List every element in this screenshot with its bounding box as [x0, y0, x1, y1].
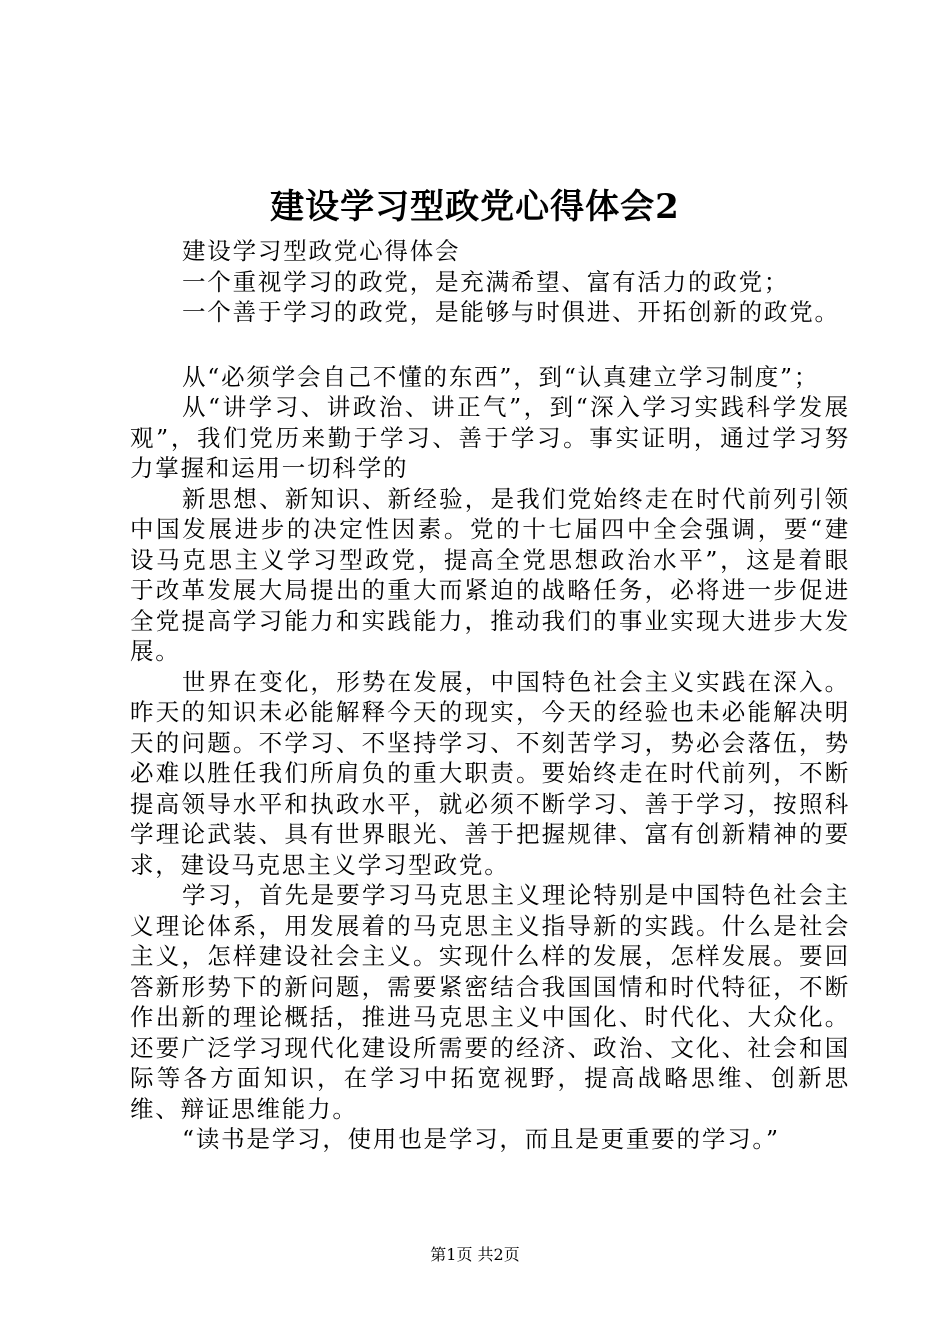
paragraph: 新思想、新知识、新经验，是我们党始终走在时代前列引领中国发展进步的决定性因素。党的十七届四中全会强调，要“建设马克思主义学习型政党，提高全党思想政治水平”，这是着眼于改革发展大局提出的重大而紧迫的战略任务，必将进一步促进全党提高学习能力和实践能力，推动我们的事业实现大进步大发展。 — [130, 484, 850, 665]
paragraph: 从“必须学会自己不懂的东西”，到“认真建立学习制度”； — [182, 362, 820, 391]
paragraph: 世界在变化，形势在发展，中国特色社会主义实践在深入。昨天的知识未必能解释今天的现实，今天的经验也未必能解决明天的问题。不学习、不坚持学习、不刻苦学习，势必会落伍，势必难以胜任我们所肩负的重大职责。要始终走在时代前列，不断提高领导水平和执政水平，就必须不断学习、善于学习，按照科学理论武装、具有世界眼光、善于把握规律、富有创新精神的要求，建设马克思主义学习型政党。 — [130, 667, 850, 879]
paragraph: 一个重视学习的政党，是充满希望、富有活力的政党； — [182, 267, 790, 296]
document-title: 建设学习型政党心得体会2 — [270, 187, 680, 227]
paragraph: 一个善于学习的政党，是能够与时俱进、开拓创新的政党。 — [182, 298, 840, 326]
page-number-footer: 第1页 共2页 — [430, 1245, 520, 1264]
paragraph: 从“讲学习、讲政治、讲正气”，到“深入学习实践科学发展观”，我们党历来勤于学习、善于学习。事实证明，通过学习努力掌握和运用一切科学的 — [130, 393, 850, 482]
paragraph-subtitle: 建设学习型政党心得体会 — [182, 237, 461, 265]
paragraph: 学习，首先是要学习马克思主义理论特别是中国特色社会主义理论体系，用发展着的马克思主义指导新的实践。什么是社会主义，怎样建设社会主义。实现什么样的发展，怎样发展。要回答新形势下的新问题，需要紧密结合我国国情和时代特征，不断作出新的理论概括，推进马克思主义中国化、时代化、大众化。还要广泛学习现代化建设所需要的经济、政治、文化、社会和国际等各方面知识，在学习中拓宽视野，提高战略思维、创新思维、辩证思维能力。 — [130, 881, 850, 1123]
paragraph: “读书是学习，使用也是学习，而且是更重要的学习。” — [182, 1125, 780, 1153]
document-body — [130, 236, 850, 1155]
